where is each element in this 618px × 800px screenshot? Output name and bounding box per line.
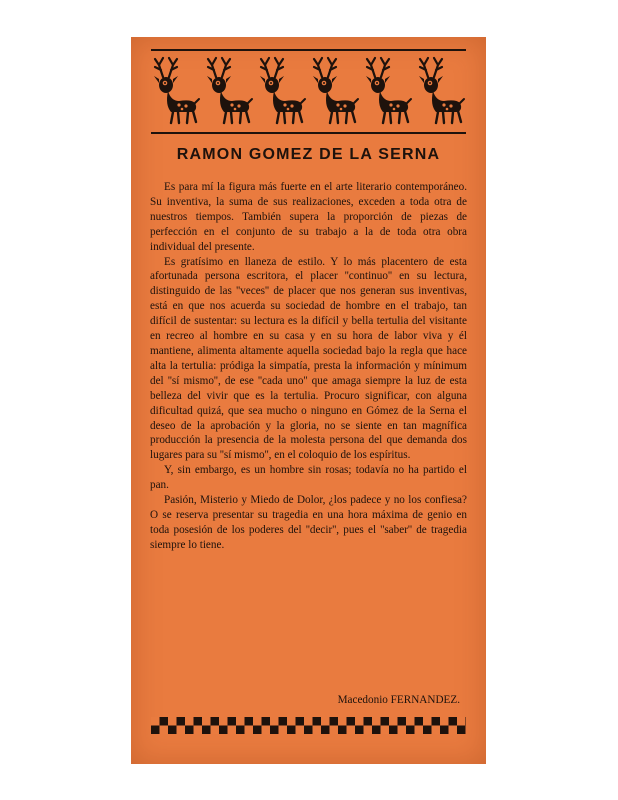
article-title: RAMON GOMEZ DE LA SERNA [176,146,441,163]
deer-icon [363,55,413,125]
deer-frieze [151,55,466,135]
paragraph: Pasión, Misterio y Miedo de Dolor, ¿los padece y no los confiesa? O se reserva presentar su tragedia en una hora máxima de genio en toda posesión de los poderes del ''decir'', pues el ''saber'' de tragedia siempre lo tiene. [150,494,467,551]
author-signature: Macedonio FERNANDEZ. [337,694,460,706]
checkerboard-border [151,717,466,734]
paragraph: Y, sin embargo, es un hombre sin rosas; todavía no ha partido el pan. [150,464,467,492]
header-rule [151,132,466,134]
top-rule [151,49,466,51]
deer-icon [416,55,466,125]
deer-icon [204,55,254,125]
paragraph: Es para mí la figura más fuerte en el arte literario contemporáneo. Su inventiva, la suma de sus realizaciones, exceden a toda otra de nuestros tiempos. También supera la proporción de piezas de perfección en el conjunto de su trabajo a la de toda otra obra individual del presente. [150,181,467,253]
paragraph: Es gratísimo en llaneza de estilo. Y lo más placentero de esta afortunada persona escritora, el placer ''continuo'' en su lectura, distinguido de las ''veces'' de placer que nos generan sus inventivas, está en que nos acuerda su sociedad de hombre en el trabajo, tan difícil de sustentar: su lectura es la difícil y bella tertulia del visitante en recreo al hombre en su casa y en su hora de labor viva y él mantiene, alimenta altamente aquella sociedad bajo la regla que hace alta la tertulia: pródiga la simpatía, presta la información y mínimum del ''sí mismo'', de ese ''cada uno'' que amaga siempre la luz de esta belleza del vivir que es la tertulia. Procuro significar, con alguna dificultad quizá, que sea mucho o ninguno en Gómez de la Serna el deseo de la aprobación y la gloria, no se siente en tan magnífica producción la presencia de la molesta persona del que demanda dos lugares para su ''sí mismo'', en el coloquio de los espíritus. [150,255,467,462]
deer-icon [310,55,360,125]
article-body [150,180,467,553]
deer-icon [151,55,201,125]
deer-icon [257,55,307,125]
article-sheet [131,37,486,764]
